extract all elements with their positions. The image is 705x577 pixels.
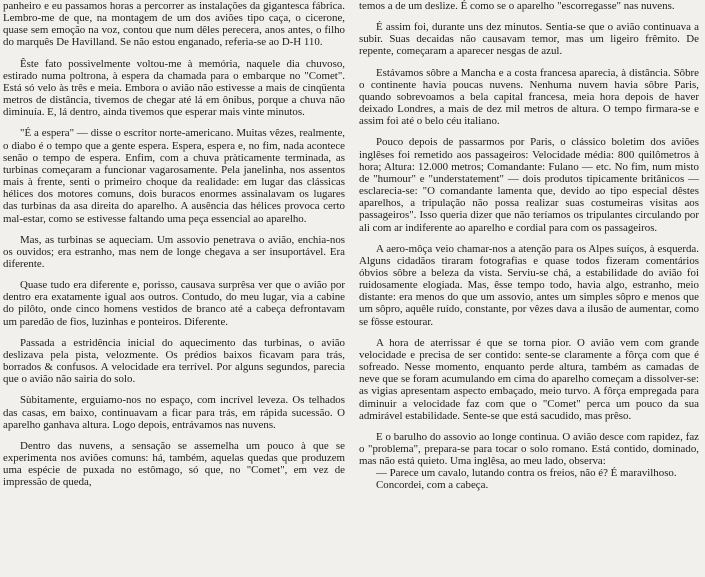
- paragraph: A hora de aterrissar é que se torna pior. O avião vem com grande velocidade e precisa de ser contido: sente-se claramente a fôrça com que é sofreado. Nesse momento, enquanto perde altura, também as camadas de neve que se foram acumulando em cima do aparelho começam a dissolver-se: as vigias apresentam aspecto embaçado, meio turvo. A fôrça empregada para diminuir a velocidade faz com que o "Comet" perca um pouco da sua admirável estabilidade. Sente-se que está sacudido, mas prêso.: [359, 336, 699, 422]
- paragraph: Êste fato possìvelmente voltou-me à memória, naquele dia chuvoso, estirado numa poltrona, à espera da chamada para o embarque no "Comet". Está só velo às três e meia. Embora o avião não estivesse a mais de cinqüenta metros de distância, tivemos de chegar até lá em ônibus, porque a chuva não diminuía. E, lá dentro, ainda tivemos que esperar mais vinte minutos.: [3, 57, 345, 119]
- paragraph: Sùbitamente, erguiamo-nos no espaço, com incrível leveza. Os telhados das casas, em baixo, continuavam a ficar para trás, em rápida sucessão. O aparelho ganhava altura. Logo depois, entrávamos nas nuvens.: [3, 394, 345, 431]
- paragraph: — Parece um cavalo, lutando contra os freios, não é? É maravilhoso.: [376, 467, 677, 480]
- paragraph: E o barulho do assovio ao longe continua. O avião desce com rapidez, faz o "problema", prepara-se para tocar o solo romano. Está contido, dominado, mas não está quieto. Uma inglêsa, ao meu lado, observa:: [359, 430, 699, 468]
- paragraph: temos a de um deslize. É como se o aparelho "escorregasse" nas nuvens.: [359, 0, 675, 12]
- paragraph: Dentro das nuvens, a sensação se assemelha um pouco à que se experimenta nos aviões comuns: há, também, aquelas quedas que produzem uma espécie de puxada no estômago, só que, no "Comet", em vez de impressão de queda,: [3, 439, 345, 489]
- paragraph: Mas, as turbinas se aqueciam. Um assovio penetrava o avião, enchia-nos os ouvidos; era estranho, mas nem de longe chegava a ser insuportável. Era diferente.: [3, 233, 345, 270]
- paragraph: Concordei, com a cabeça.: [376, 479, 489, 492]
- paragraph: Pouco depois de passarmos por Paris, o clássico boletim dos aviões inglêses foi remetido aos passageiros: Velocidade média: 800 quilômetros à hora; Altura: 12.000 metros; Comandante: Fulano — etc. No fim, num misto de "humour" e "understatement" — dois produtos tipicamente britânicos — esclarecia-se: "O comandante lamenta que, devido ao tipo especial dêstes aparelhos, a tripulação não possa realizar suas costumeiras visitas aos passageiros". Isso queria dizer que não teríamos os tripulantes circulando por ali com ar indiferente ao aparelho e cordial para com os passageiros.: [359, 136, 699, 234]
- paragraph: Passada a estridência inicial do aquecimento das turbinas, o avião deslizava pela pista, velozmente. Os prédios baixos ficavam para trás, borrados & confusos. A velocidade era terrível. Por alguns segundos, parecia que o avião não sairia do solo.: [3, 336, 345, 386]
- paragraph: A aero-môça veio chamar-nos a atenção para os Alpes suíços, à esquerda. Alguns cidadãos tiraram fotografias e quase todos fizeram comentários óbvios sôbre a beleza da vista. Serviu-se chá, a estabilidade do avião foi ruidosamente elogiada. Mas, êsse tempo todo, havia algo, estranho, meio distante: era menos do que um assovio, antes um simples sôpro e menos que um sôpro, aquêle ruído, constante, por vêzes dava a ilusão de aumentar, como se fôsse estourar.: [359, 242, 699, 328]
- paragraph: "É a espera" — disse o escritor norte-americano. Muitas vêzes, realmente, o diabo é o tempo que a gente espera. Espera, espera e, no fim, nada acontece senão o tempo de espera. Enfim, com a chuva pràticamente terminada, as turbinas começaram a funcionar vagarosamente. Pela janelinha, nos assentos mais à frente, senti o primeiro choque da realidade: em lugar das clássicas hélices dos motores comuns, dois buracos enormes assinalavam os lugares das turbinas da asa direita do aparelho. A ausência das hélices provoca certo mal-estar, como se estivesse faltando uma peça essencial ao aparelho.: [3, 127, 345, 225]
- paragraph: É assim foi, durante uns dez minutos. Sentia-se que o avião continuava a subir. Suas decaidas não causavam temor, mas um ligeiro frêmito. De repente, começaram a aparecer nesgas de azul.: [359, 21, 699, 58]
- paragraph: Estávamos sôbre a Mancha e a costa francesa aparecia, à distância. Sôbre o continente havia poucas nuvens. Nenhuma nuvem havia sôbre Paris, quando sobrevoamos a bela capital francesa, meia hora depois de haver deixado Londres, a mais de dez mil metros de altura. O tempo firmara-se e assim foi até o belo céu italiano.: [359, 66, 699, 128]
- paragraph: panheiro e eu passamos horas a percorrer as instalações da gigantesca fábrica. Lembro-me de que, na montagem de um dos aviões tipo caça, o cicerone, quase sem emoção na voz, contou que num dêles perecera, anos antes, o filho do marquês De Havilland. Se não estou enganado, referia-se ao D-H 110.: [3, 0, 345, 49]
- left-text-column: [3, 0, 347, 577]
- right-text-column: [355, 0, 699, 577]
- paragraph: Quase tudo era diferente e, porisso, causava surprêsa ver que o avião por dentro era exatamente igual aos outros. Contudo, do meu lugar, via a cabine do pilôto, onde cinco homens vestidos de branco até a cabeça defrontavam um paredão de fios, luzinhas e ponteiros. Diferente.: [3, 279, 345, 328]
